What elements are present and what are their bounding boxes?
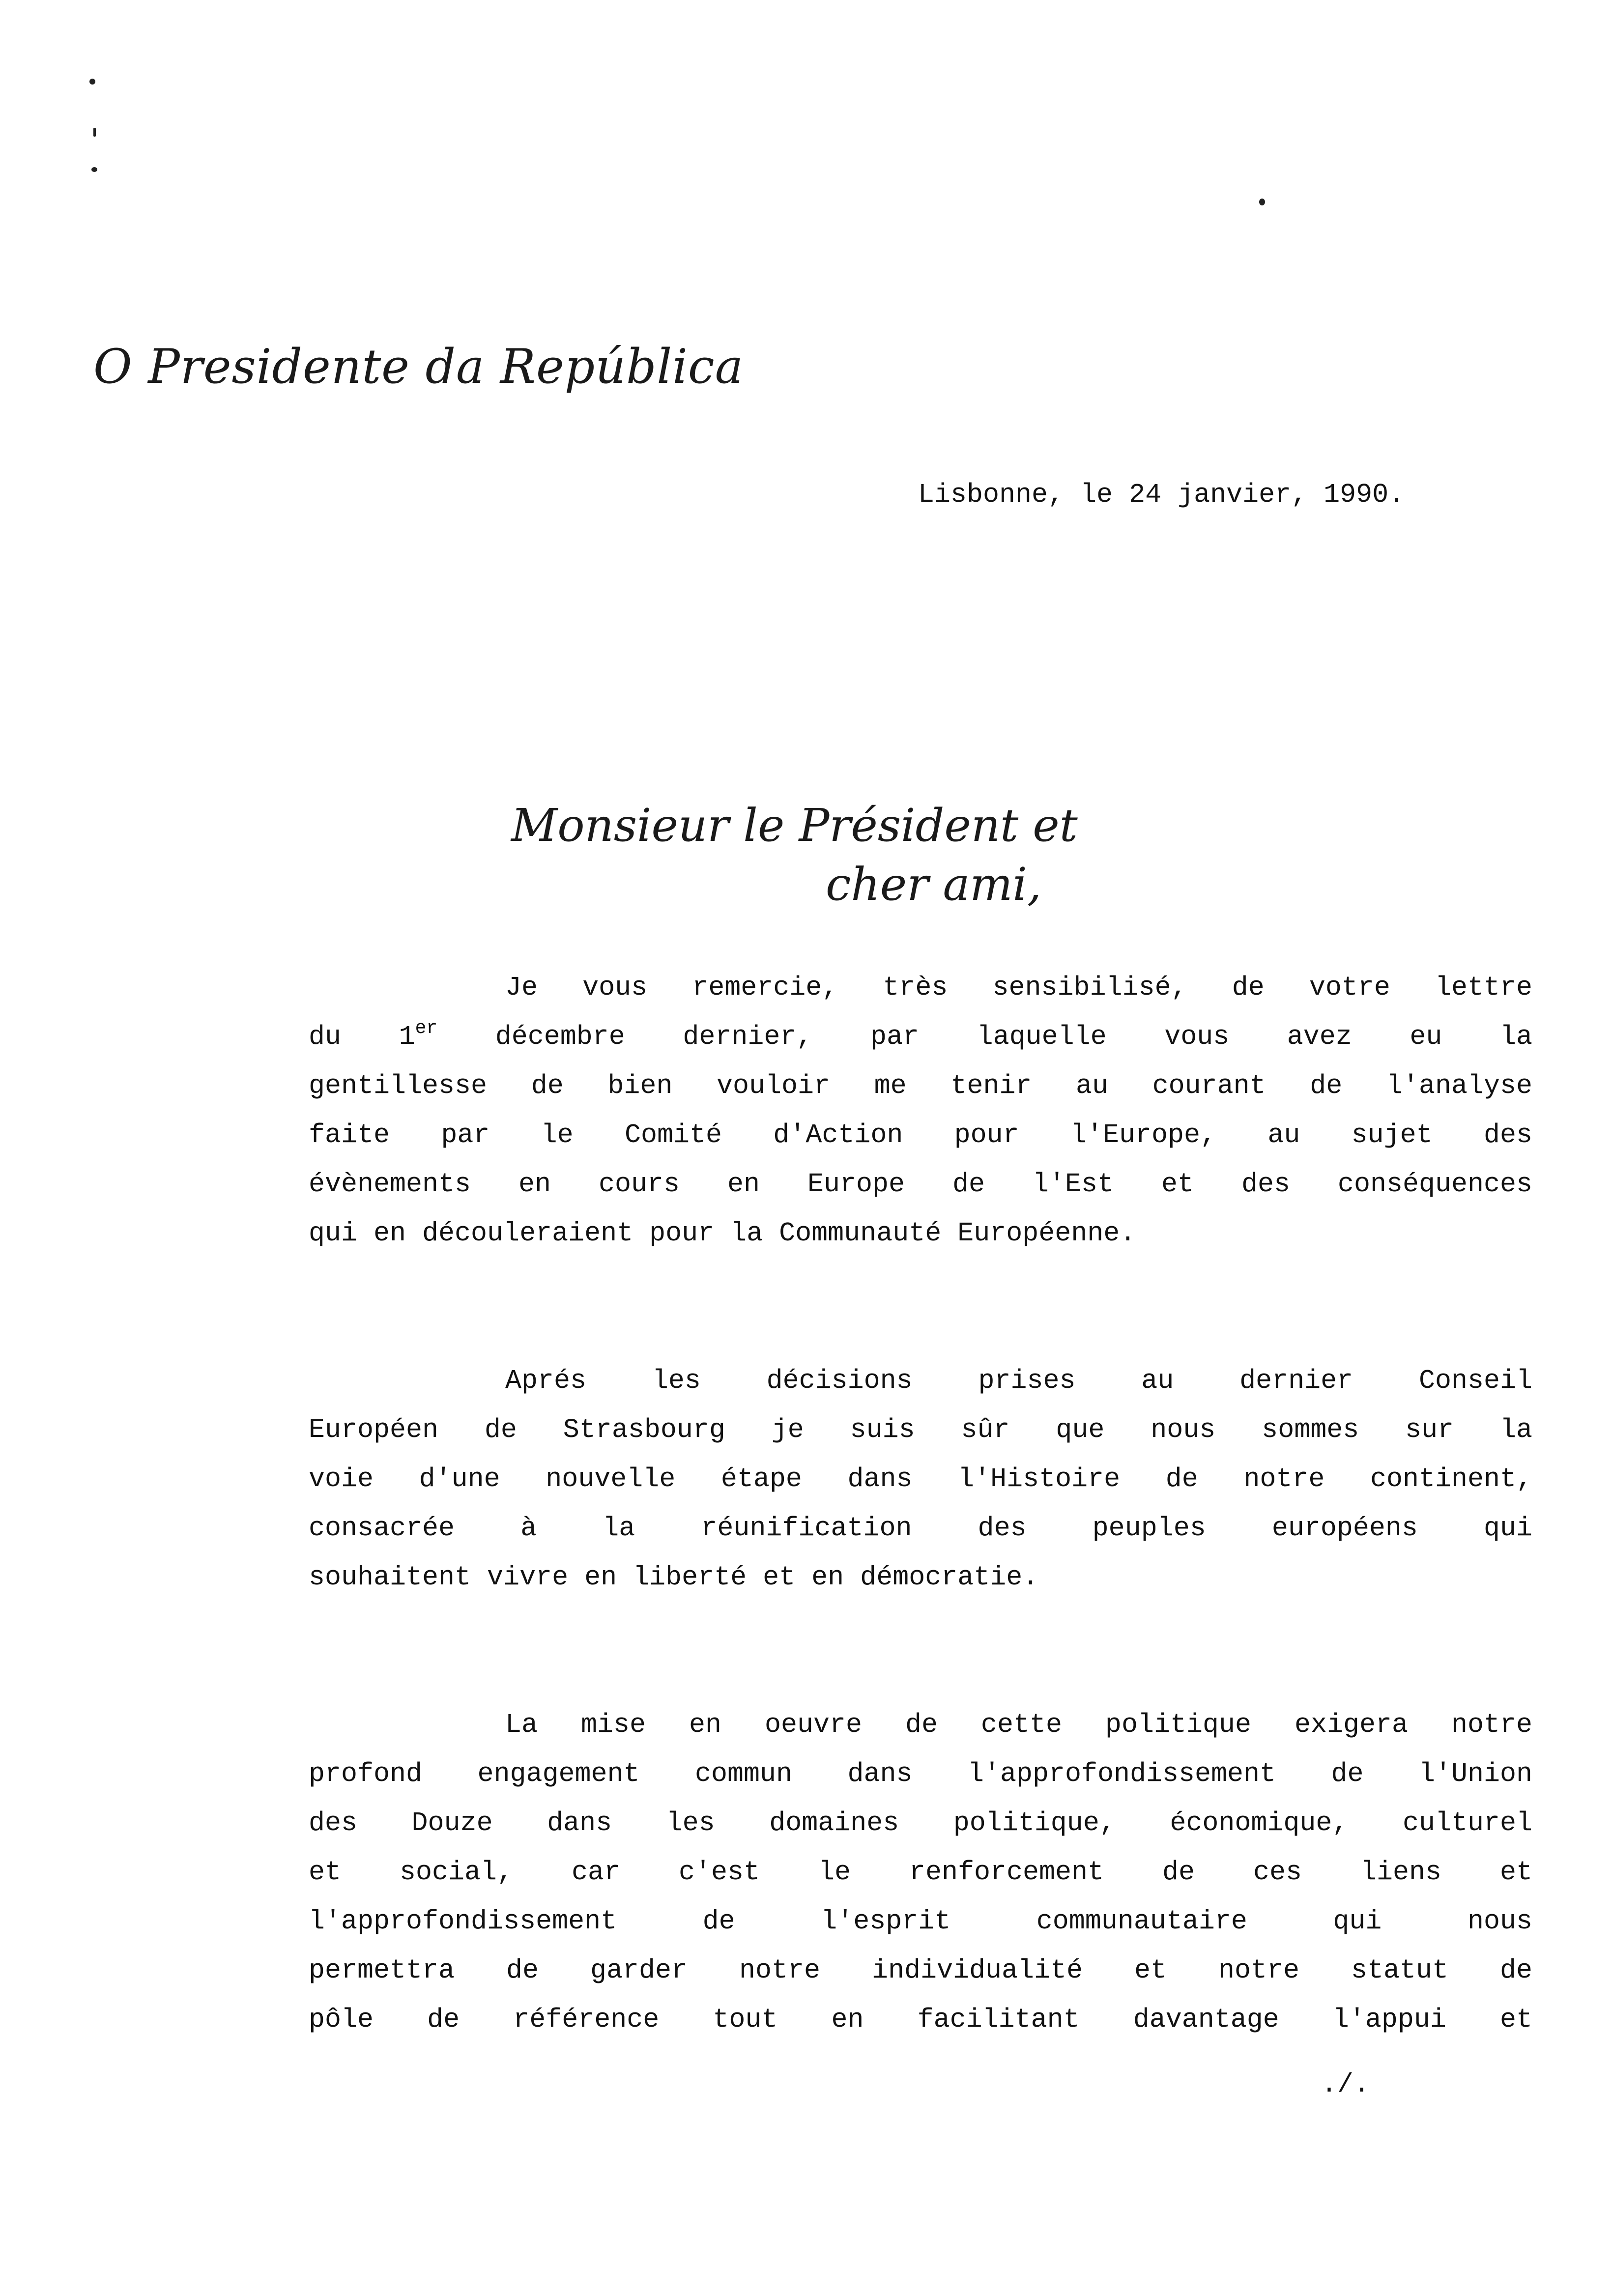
scan-speck bbox=[1259, 199, 1265, 205]
paragraph-3 bbox=[309, 1700, 1532, 2044]
paragraph-line: gentillesse de bien vouloir me tenir au courant de l'analyse bbox=[309, 1070, 1532, 1101]
paragraph-line: évènements en cours en Europe de l'Est et des conséquences bbox=[309, 1169, 1532, 1200]
paragraph-line: profond engagement commun dans l'approfondissement de l'Union bbox=[309, 1758, 1532, 1789]
scan-speck bbox=[91, 167, 97, 172]
paragraph-line: qui en découleraient pour la Communauté Européenne. bbox=[309, 1218, 1136, 1249]
paragraph-line: des Douze dans les domaines politique, économique, culturel bbox=[309, 1808, 1532, 1838]
ordinal-superscript: er bbox=[415, 1018, 438, 1039]
paragraph-2 bbox=[309, 1356, 1532, 1602]
paragraph-line: Je vous remercie, très sensibilisé, de votre lettre bbox=[505, 972, 1532, 1003]
paragraph-line: permettra de garder notre individualité et notre statut de bbox=[309, 1955, 1532, 1986]
line-start: du 1 bbox=[309, 1021, 415, 1052]
paragraph-line: Européen de Strasbourg je suis sûr que nous sommes sur la bbox=[309, 1414, 1532, 1445]
continuation-mark: ./. bbox=[1321, 2069, 1370, 2100]
paragraph-line: consacrée à la réunification des peuples européens qui bbox=[309, 1513, 1532, 1544]
paragraph-line: souhaitent vivre en liberté et en démocratie. bbox=[309, 1562, 1039, 1593]
paragraph-line: Aprés les décisions prises au dernier Conseil bbox=[505, 1365, 1532, 1396]
handwritten-salutation bbox=[511, 796, 1199, 914]
line-rest: décembre dernier, par laquelle vous avez eu la bbox=[437, 1021, 1532, 1052]
letterhead-title: O Presidente da República bbox=[93, 339, 744, 394]
paragraph-line: pôle de référence tout en facilitant davantage l'appui et bbox=[309, 2004, 1532, 2035]
paragraph-line: faite par le Comité d'Action pour l'Europe, au sujet des bbox=[309, 1119, 1532, 1150]
salutation-line-2: cher ami, bbox=[826, 858, 1042, 911]
salutation-line-1: Monsieur le Président et bbox=[511, 799, 1078, 852]
scan-speck bbox=[89, 79, 95, 85]
paragraph-line: voie d'une nouvelle étape dans l'Histoire de notre continent, bbox=[309, 1464, 1532, 1494]
dateline: Lisbonne, le 24 janvier, 1990. bbox=[918, 479, 1405, 510]
paragraph-line bbox=[309, 1012, 1532, 1062]
paragraph-line: La mise en oeuvre de cette politique exigera notre bbox=[505, 1709, 1532, 1740]
paragraph-1 bbox=[309, 963, 1532, 1258]
scan-speck bbox=[93, 128, 96, 137]
paragraph-line: l'approfondissement de l'esprit communautaire qui nous bbox=[309, 1906, 1532, 1937]
paragraph-line: et social, car c'est le renforcement de ces liens et bbox=[309, 1857, 1532, 1888]
